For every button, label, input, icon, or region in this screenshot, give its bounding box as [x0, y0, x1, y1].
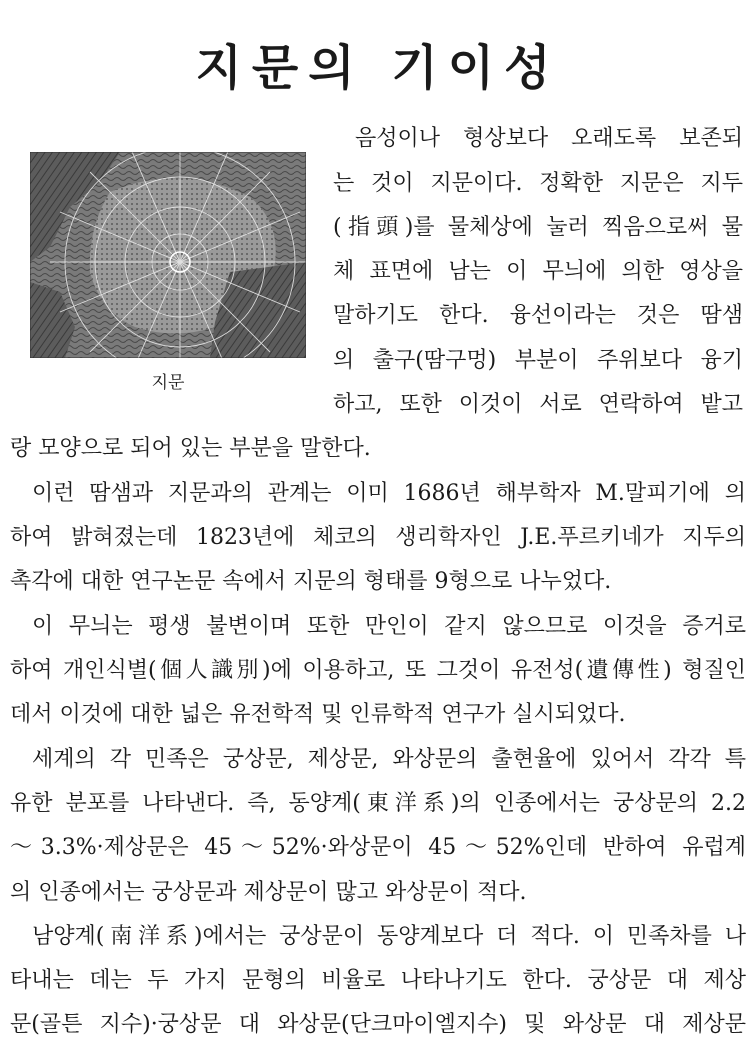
paragraph-line: 음성이나 형상보다 오래도록 보존되 — [355, 126, 743, 151]
paragraph-line: 이 무늬는 평생 불변이며 또한 만인이 같지 않으므로 이것을 증거로 — [32, 614, 746, 639]
paragraph-line: 랑 모양으로 되어 있는 부분을 말한다. — [10, 436, 371, 461]
figure-caption: 지문 — [151, 373, 185, 393]
page-title: 지문의 기이성 — [195, 40, 561, 97]
paragraph-line: 말하기도 한다. 융선이라는 것은 땀샘 — [333, 303, 743, 328]
paragraph-line: 의 인종에서는 궁상문과 제상문이 많고 와상문이 적다. — [10, 880, 527, 905]
paragraph-line: 문(골튼 지수)·궁상문 대 와상문(단크마이엘지수) 및 와상문 대 제상문 — [10, 1012, 746, 1037]
figure — [30, 152, 310, 400]
paragraph-line: 유한 분포를 나타낸다. 즉, 동양계(東洋系)의 인종에서는 궁상문의 2.2 — [10, 791, 746, 816]
paragraph-line: ～3.3%·제상문은 45～52%·와상문이 45～52%인데 반하여 유럽계 — [10, 835, 746, 860]
paragraph-line: 는 것이 지문이다. 정확한 지문은 지두 — [333, 171, 743, 196]
paragraph-line: 촉각에 대한 연구논문 속에서 지문의 형태를 9형으로 나누었다. — [10, 569, 612, 594]
antique-map-image — [30, 152, 306, 358]
paragraph-line: 하여 밝혀졌는데 1823년에 체코의 생리학자인 J.E.푸르키네가 지두의 — [10, 525, 746, 550]
paragraph-line: 하고, 또한 이것이 서로 연락하여 밭고 — [333, 392, 743, 417]
paragraph-line: 타내는 데는 두 가지 문형의 비율로 나타나기도 한다. 궁상문 대 제상 — [10, 968, 746, 993]
paragraph-line: 체 표면에 남는 이 무늬에 의한 영상을 — [333, 259, 743, 284]
paragraph-line: 하여 개인식별(個人識別)에 이용하고, 또 그것이 유전성(遺傳性) 형질인 — [10, 658, 746, 683]
paragraph-line: 이런 땀샘과 지문과의 관계는 이미 1686년 해부학자 M.말피기에 의 — [32, 481, 746, 506]
paragraph-line: (指頭)를 물체상에 눌러 찍음으로써 물 — [333, 215, 743, 240]
paragraph-line: 세계의 각 민족은 궁상문, 제상문, 와상문의 출현율에 있어서 각각 특 — [32, 747, 746, 772]
paragraph-line: 의 출구(땀구멍) 부분이 주위보다 융기 — [333, 348, 743, 373]
paragraph-line: 남양계(南洋系)에서는 궁상문이 동양계보다 더 적다. 이 민족차를 나 — [32, 924, 746, 949]
paragraph-line: 데서 이것에 대한 넓은 유전학적 및 인류학적 연구가 실시되었다. — [10, 702, 626, 727]
